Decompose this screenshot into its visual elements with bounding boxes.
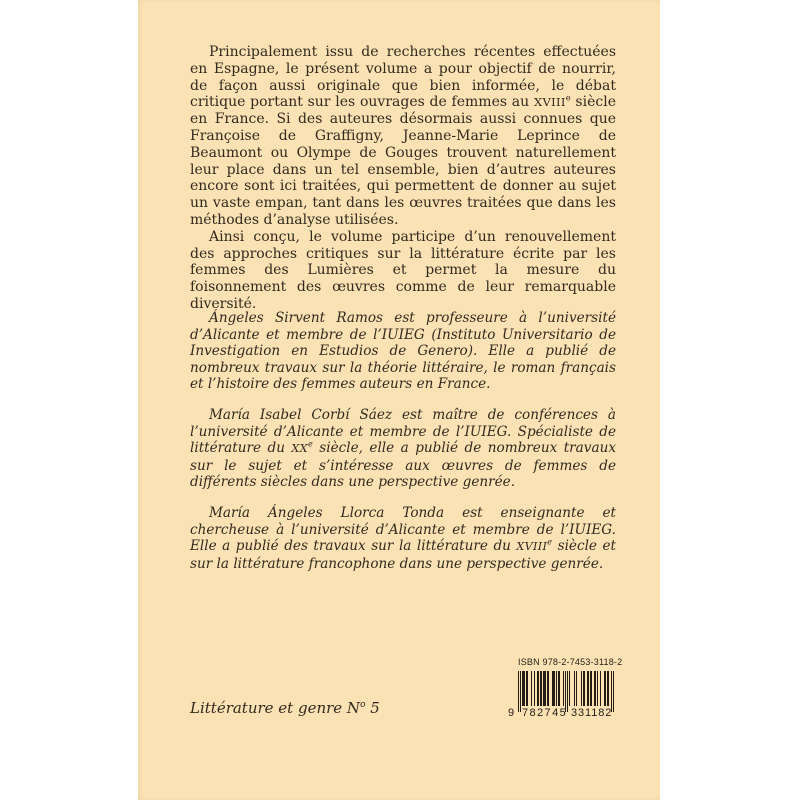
text-segment: e: [307, 438, 313, 449]
text-segment: e: [547, 536, 553, 547]
text-segment: siècle en France. Si des auteures désormais aussi connues que Françoise de Graffigny, Jeanne-Marie Leprince de Beaumont ou Olympe de Gouges trouvent naturellement leur place dans un tel ensemble, bien d’autres auteures encore sont ici traitées, qui permettent de donner au sujet un vaste empan, tant dans les œuvres traitées que dans les méthodes d’analyse utilisées.: [190, 94, 616, 228]
text-segment: o: [360, 700, 366, 710]
text-segment: Principalement issu de recherches récentes effectuées en Espagne, le présent volume a pour objectif de nourrir, de façon aussi originale que bien informée, le débat critique portant sur les ouvrages de femmes au: [190, 44, 616, 111]
barcode-digit-group: 782745: [522, 707, 568, 719]
text-segment: siècle et sur la littérature francophone dans une perspective genrée.: [190, 538, 616, 572]
barcode-digits: [508, 706, 620, 720]
isbn-label: ISBN 978-2-7453-3118-2: [518, 657, 623, 667]
book-back-cover: [138, 0, 660, 800]
text-segment: María Ángeles Llorca Tonda est enseignante et chercheuse à l’université d’Alicante et membre de l’IUIEG. Elle a publié des travaux sur la littérature du: [190, 504, 616, 555]
bio-paragraph: [190, 310, 616, 393]
text-segment: e: [565, 92, 571, 103]
text-segment: XX: [291, 442, 308, 456]
text-segment: Littérature et genre N: [190, 699, 361, 717]
text-segment: siècle, elle a publié de nombreux travaux sur le sujet et s’intéresse aux œuvres de femmes de différents siècles dans une perspective genrée.: [190, 440, 616, 491]
text-segment: 5: [365, 699, 380, 717]
bio-paragraph: [190, 505, 616, 572]
barcode: [508, 657, 623, 720]
text-segment: María Isabel Corbí Sáez est maître de conférences à l’université d’Alicante et membre de l’IUIEG. Spécialiste de littérature du: [190, 406, 616, 457]
barcode-bars: [518, 671, 615, 706]
bio-paragraph: [190, 407, 616, 491]
text-segment: Ángeles Sirvent Ramos est professeure à l’université d’Alicante et membre de l’IUIEG (Instituto Universitario de Investigation en Estudios de Genero). Elle a publié de nombreux travaux sur la théorie littéraire, le roman français et l’histoire des femmes auteurs en France.: [190, 310, 616, 393]
text-segment: XVIII: [516, 540, 548, 554]
blurb-paragraph: [190, 229, 616, 313]
text-segment: XVIII: [533, 95, 566, 110]
blurb-paragraph: [190, 44, 616, 229]
text-segment: Ainsi conçu, le volume participe d’un renouvellement des approches critiques sur la littérature écrite par les femmes des Lumières et permet la mesure du foisonnement des œuvres comme de leur remarquable diversité.: [190, 228, 616, 312]
barcode-digit-group: 9: [508, 707, 515, 719]
author-bios: [190, 310, 616, 586]
blurb: [190, 44, 616, 313]
barcode-digit-group: 331182: [571, 707, 613, 719]
series-label: [190, 699, 380, 717]
